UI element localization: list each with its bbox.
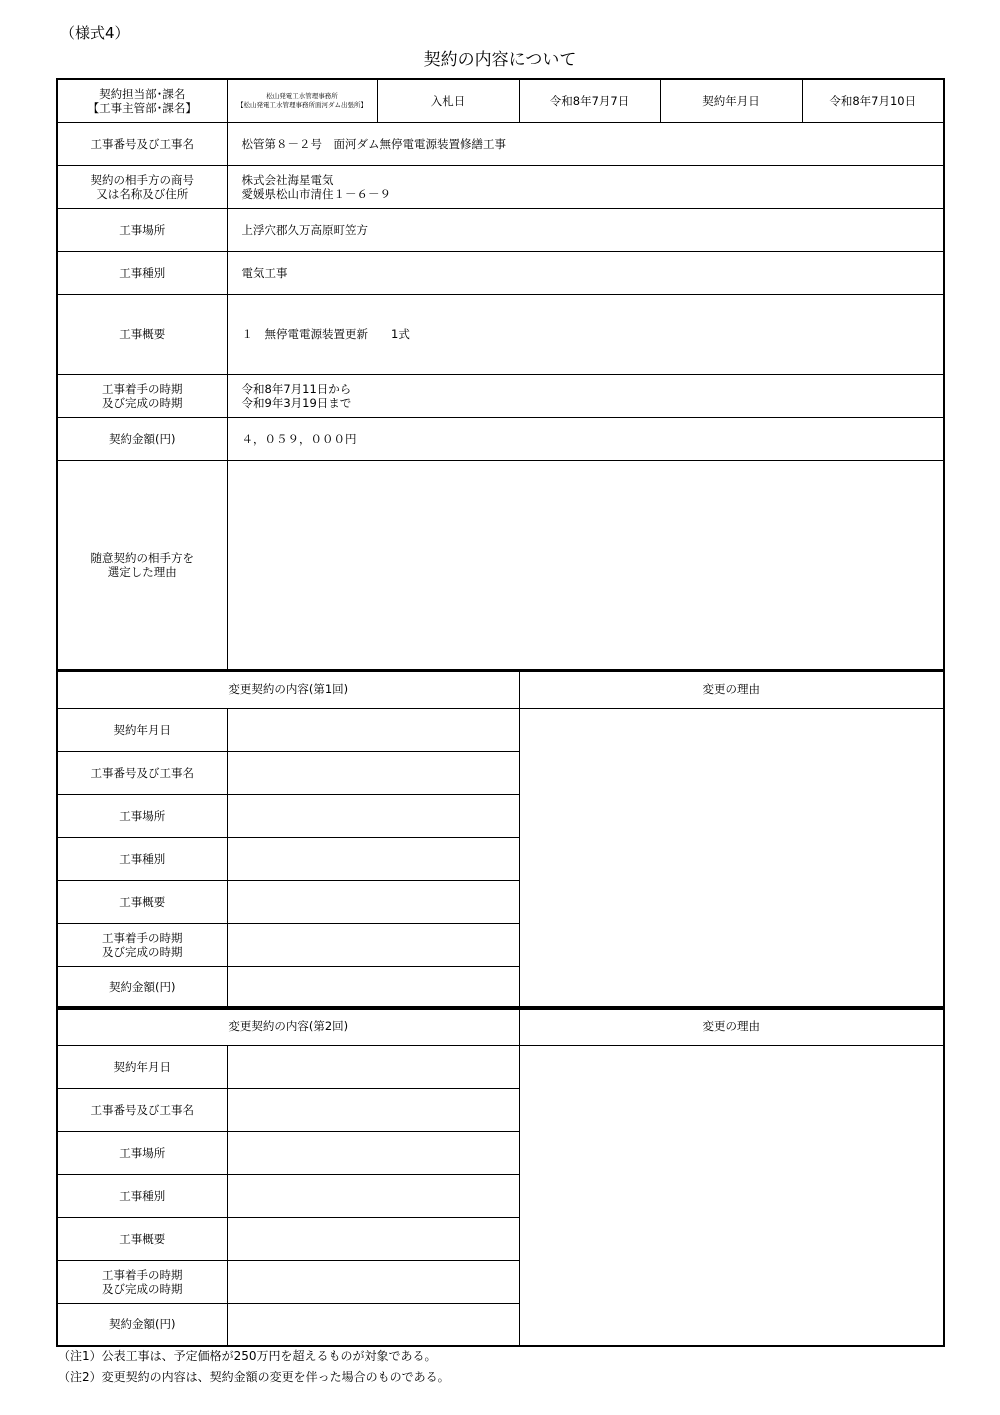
change-2-row-label: 契約年月日 [57,1045,227,1088]
change-1-row-value [227,751,519,794]
document-title: 契約の内容について [423,50,577,70]
period-row [57,374,944,417]
summary-label: 工事概要 [57,294,227,374]
contract-date-value: 令和8年7月10日 [802,79,944,122]
change-2-row-label: 工事種別 [57,1174,227,1217]
change-1-row-label: 工事着手の時期 及び完成の時期 [57,923,227,966]
change-2-row-value [227,1174,519,1217]
work-number-value: 松管第８－２号 面河ダム無停電電源装置修繕工事 [227,122,944,165]
place-label: 工事場所 [57,208,227,251]
change-2-row-value [227,1260,519,1303]
period-value: 令和8年7月11日から 令和9年3月19日まで [227,374,944,417]
change-2-row-value [227,1217,519,1260]
change-2-row-label: 工事概要 [57,1217,227,1260]
reason-value [227,460,944,671]
place-row [57,208,944,251]
change-1-reason-cell [519,708,944,1009]
change-2-row-value [227,1303,519,1346]
change-1-row-label: 工事概要 [57,880,227,923]
type-value: 電気工事 [227,251,944,294]
change-1-row-value [227,837,519,880]
bid-date-value: 令和8年7月7日 [519,79,660,122]
form-number-label: （様式4） [60,24,130,42]
type-row [57,251,944,294]
reason-label: 随意契約の相手方を 選定した理由 [57,460,227,671]
change-2-row-label: 契約金額(円) [57,1303,227,1346]
change-2-reason-header: 変更の理由 [519,1007,944,1045]
amount-label: 契約金額(円) [57,417,227,460]
header-row [57,79,944,122]
bid-date-label: 入札日 [377,79,519,122]
change-1-header-row [57,670,944,708]
change-1-row-label: 契約年月日 [57,708,227,751]
change-1-row-label: 契約金額(円) [57,966,227,1009]
change-1-row [57,708,944,751]
change-2-row-label: 工事番号及び工事名 [57,1088,227,1131]
change-2-header-row [57,1007,944,1045]
change-1-row-label: 工事番号及び工事名 [57,751,227,794]
summary-value: １ 無停電電源装置更新 1式 [227,294,944,374]
summary-row [57,294,944,374]
change-1-row-label: 工事種別 [57,837,227,880]
contract-date-label: 契約年月日 [660,79,802,122]
footnote-2: （注2）変更契約の内容は、契約金額の変更を伴った場合のものである。 [58,1370,450,1384]
dept-value: 松山発電工水管理事務所 【松山発電工水管理事務所面河ダム出張所】 [227,79,377,122]
reason-row [57,460,944,671]
change-2-table [56,1006,945,1347]
change-1-row-value [227,708,519,751]
change-2-row-value [227,1088,519,1131]
change-1-row-value [227,923,519,966]
amount-row [57,417,944,460]
change-2-header: 変更契約の内容(第2回) [57,1007,519,1045]
contract-main-table [56,78,945,672]
change-1-row-value [227,880,519,923]
partner-row [57,165,944,208]
change-1-row-value [227,794,519,837]
footnote-1: （注1）公表工事は、予定価格が250万円を超えるものが対象である。 [58,1349,437,1363]
change-2-row-value [227,1045,519,1088]
change-2-reason-cell [519,1045,944,1346]
change-2-row [57,1045,944,1088]
dept-label: 契約担当部･課名 【工事主管部･課名】 [57,79,227,122]
place-value: 上浮穴郡久万高原町笠方 [227,208,944,251]
amount-value: ４，０５９，０００円 [227,417,944,460]
work-number-row [57,122,944,165]
work-number-label: 工事番号及び工事名 [57,122,227,165]
partner-value: 株式会社海星電気 愛媛県松山市清住１－６－９ [227,165,944,208]
change-1-reason-header: 変更の理由 [519,670,944,708]
change-1-row-value [227,966,519,1009]
type-label: 工事種別 [57,251,227,294]
change-2-row-label: 工事着手の時期 及び完成の時期 [57,1260,227,1303]
change-1-table [56,669,945,1010]
change-1-header: 変更契約の内容(第1回) [57,670,519,708]
partner-label: 契約の相手方の商号 又は名称及び住所 [57,165,227,208]
change-1-row-label: 工事場所 [57,794,227,837]
period-label: 工事着手の時期 及び完成の時期 [57,374,227,417]
change-2-row-label: 工事場所 [57,1131,227,1174]
change-2-row-value [227,1131,519,1174]
